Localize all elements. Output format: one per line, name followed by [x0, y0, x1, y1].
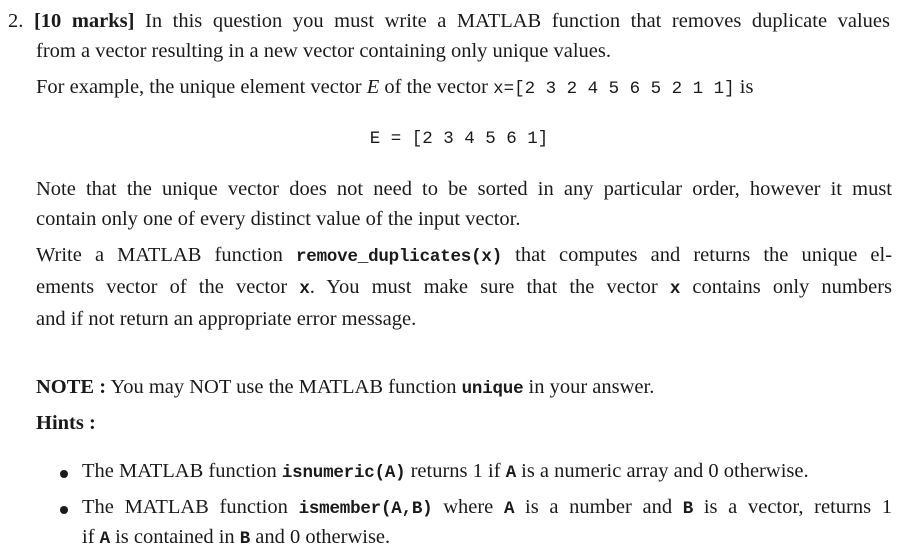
hint-2-function: ismember(A,B)	[298, 499, 433, 519]
question-number: 2.	[8, 10, 24, 32]
hint-2-line2-arg2: B	[239, 529, 251, 549]
example-mid-text: of the vector	[384, 76, 488, 98]
hint-2-line-2	[82, 522, 390, 554]
task-line-1	[36, 240, 892, 272]
example-pre-text: For example, the unique element vector	[36, 76, 362, 98]
question-intro-text: In this question you must write a MATLAB function that removes duplicate values	[145, 10, 890, 32]
example-line	[36, 72, 753, 104]
task-post-text: that computes and returns the unique el-	[515, 244, 893, 266]
task-function-name: remove_duplicates(x)	[295, 247, 503, 267]
note-text-pre: You may NOT use the MATLAB function	[110, 376, 457, 398]
hint-2-line2-mid: is contained in	[115, 526, 235, 548]
hint-1-function: isnumeric(A)	[281, 463, 406, 483]
hint-2-line2-post: and 0 otherwise.	[255, 526, 391, 548]
task-line2-pre: ements vector of the vector	[36, 276, 288, 298]
example-post-text: is	[739, 76, 754, 98]
note-block	[36, 372, 654, 404]
hint-1-post: is a numeric array and 0 otherwise.	[521, 460, 809, 482]
task-line-3: and if not return an appropriate error message.	[36, 308, 417, 330]
note-line-1: Note that the unique vector does not need to be sorted in any particular order, however it must	[36, 178, 892, 200]
task-line2-x1: x	[299, 279, 310, 299]
question-line-2: from a vector resulting in a new vector containing only unique values.	[36, 40, 611, 62]
hint-1-mid: returns 1 if	[410, 460, 501, 482]
hint-2-arg2: B	[682, 499, 694, 519]
task-line2-x2: x	[669, 279, 681, 299]
hint-2-line-1	[82, 492, 892, 524]
hint-2-bullet	[60, 506, 68, 514]
task-pre-text: Write a MATLAB function	[36, 244, 283, 266]
result-code: E = [2 3 4 5 6 1]	[369, 129, 549, 149]
task-line2-mid: . You must make sure that the vector	[309, 276, 658, 298]
hint-1-pre: The MATLAB function	[82, 460, 277, 482]
task-line-2	[36, 272, 892, 304]
hint-1	[82, 456, 809, 488]
question-marks: [10 marks]	[33, 10, 135, 32]
note-line-2: contain only one of every distinct value of the input vector.	[36, 208, 521, 230]
hint-1-bullet	[60, 470, 68, 478]
hint-1-arg: A	[505, 463, 516, 483]
task-line2-post: contains only numbers	[692, 276, 893, 298]
question-line-1	[8, 6, 890, 36]
hint-2-mid2: is a number and	[525, 496, 673, 518]
example-variable: E	[366, 76, 380, 98]
hint-2-line2-arg1: A	[99, 529, 110, 549]
note-function-name: unique	[461, 379, 524, 399]
hint-2-mid1: where	[443, 496, 494, 518]
hints-label: Hints :	[36, 412, 96, 434]
hint-2-pre: The MATLAB function	[82, 496, 288, 518]
note-label: NOTE :	[36, 376, 107, 398]
hint-2-arg1: A	[504, 499, 515, 519]
hint-2-line2-pre: if	[82, 526, 95, 548]
note-text-post: in your answer.	[528, 376, 655, 398]
example-vector-code: x=[2 3 2 4 5 6 5 2 1 1]	[493, 79, 735, 99]
hint-2-post: is a vector, returns 1	[703, 496, 893, 518]
